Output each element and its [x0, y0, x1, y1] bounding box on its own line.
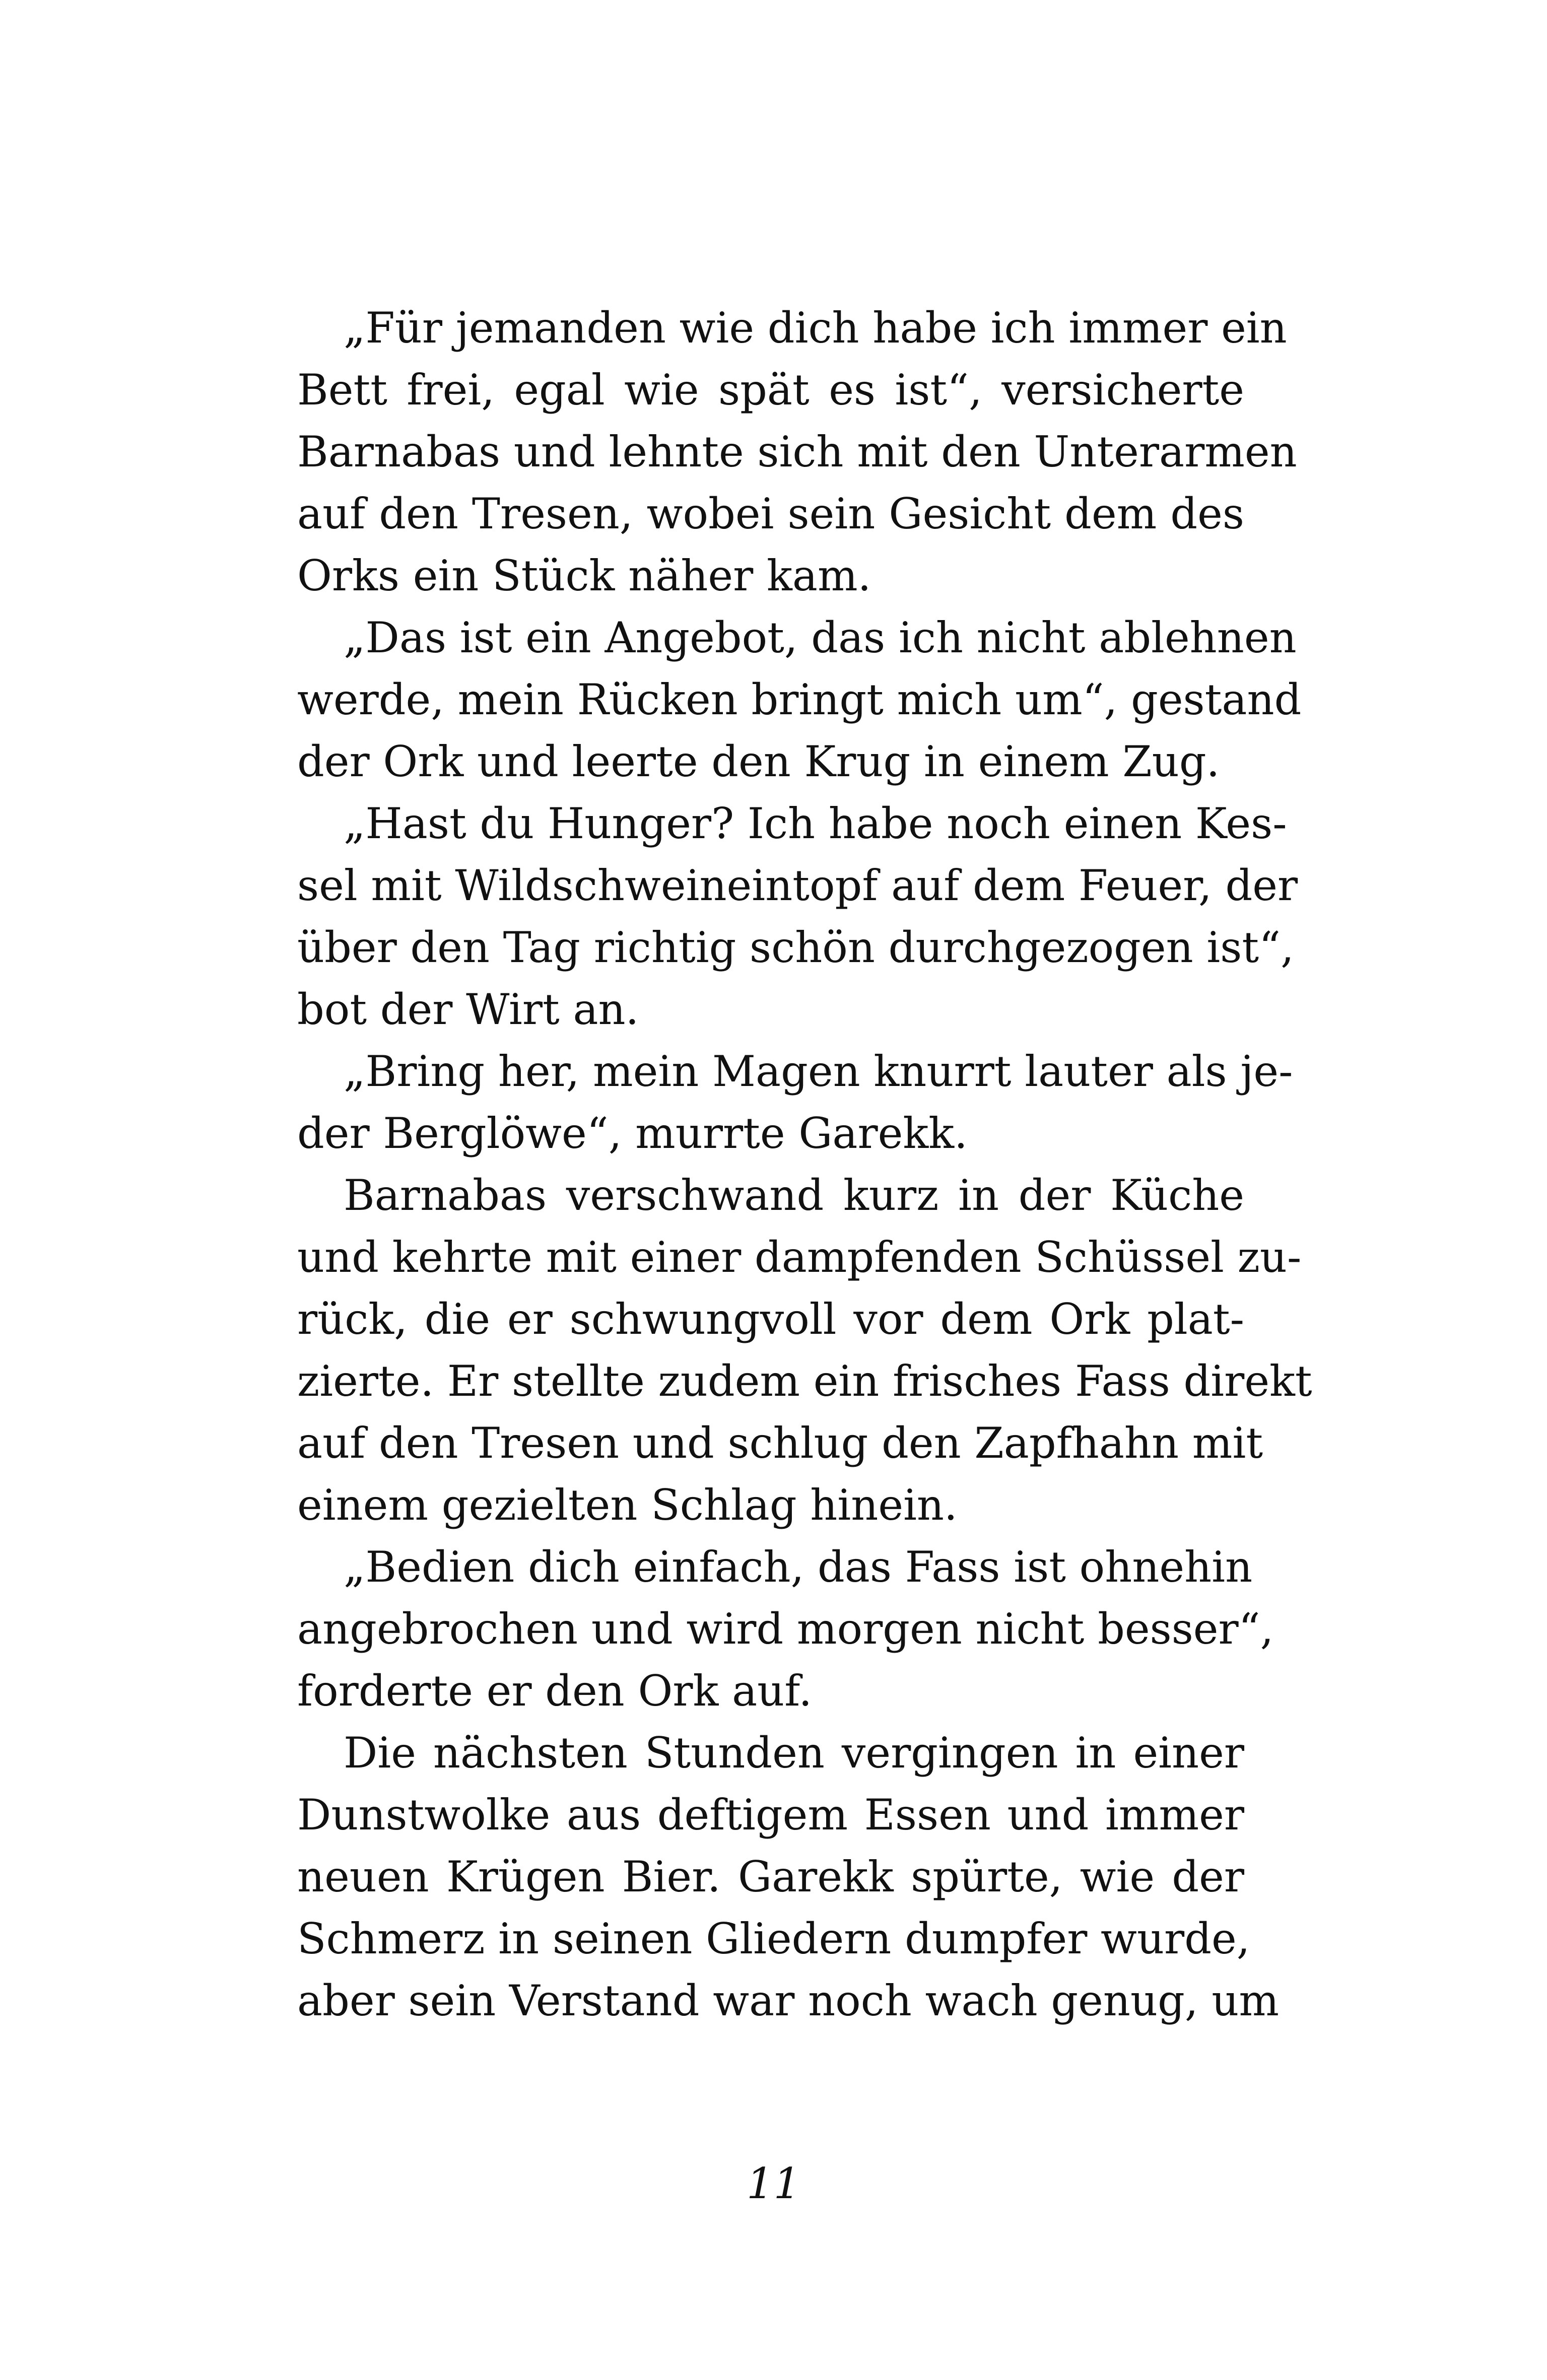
text-line: auf den Tresen, wobei sein Gesicht dem des: [297, 489, 1244, 538]
text-line: „Hast du Hunger? Ich habe noch einen Kes-: [344, 799, 1287, 848]
text-line: einem gezielten Schlag hinein.: [297, 1480, 958, 1530]
text-line: bot der Wirt an.: [297, 985, 639, 1034]
text-line: neuen Krügen Bier. Garekk spürte, wie der: [297, 1852, 1244, 1901]
text-line: werde, mein Rücken bringt mich um“, gestand: [297, 675, 1302, 724]
text-line: „Das ist ein Angebot, das ich nicht ablehnen: [344, 613, 1297, 662]
page-number: 11: [747, 2159, 800, 2208]
text-line: auf den Tresen und schlug den Zapfhahn mit: [297, 1418, 1263, 1468]
text-line: Bett frei, egal wie spät es ist“, versicherte: [297, 365, 1244, 415]
text-line: zierte. Er stellte zudem ein frisches Fass direkt: [297, 1356, 1312, 1406]
body-text: [297, 297, 1312, 2032]
text-line: „Bedien dich einfach, das Fass ist ohnehin: [344, 1542, 1253, 1592]
text-line: Barnabas und lehnte sich mit den Unterarmen: [297, 427, 1297, 477]
text-line: angebrochen und wird morgen nicht besser“,: [297, 1604, 1274, 1654]
text-line: aber sein Verstand war noch wach genug, um: [297, 1976, 1280, 2025]
text-line: und kehrte mit einer dampfenden Schüssel zu-: [297, 1233, 1302, 1282]
text-line: Die nächsten Stunden vergingen in einer: [344, 1728, 1244, 1778]
text-line: der Ork und leerte den Krug in einem Zug.: [297, 737, 1220, 786]
text-line: Orks ein Stück näher kam.: [297, 551, 871, 600]
text-line: der Berglöwe“, murrte Garekk.: [297, 1109, 968, 1158]
text-line: Schmerz in seinen Gliedern dumpfer wurde,: [297, 1914, 1250, 1963]
text-line: forderte er den Ork auf.: [297, 1666, 813, 1716]
text-line: Barnabas verschwand kurz in der Küche: [344, 1171, 1244, 1220]
text-line: über den Tag richtig schön durchgezogen ist“,: [297, 923, 1294, 972]
text-line: „Bring her, mein Magen knurrt lauter als je-: [344, 1047, 1293, 1096]
text-line: „Für jemanden wie dich habe ich immer ein: [344, 303, 1287, 353]
text-line: rück, die er schwungvoll vor dem Ork plat-: [297, 1295, 1244, 1344]
text-line: Dunstwolke aus deftigem Essen und immer: [297, 1790, 1244, 1840]
text-line: sel mit Wildschweineintopf auf dem Feuer, der: [297, 861, 1298, 910]
